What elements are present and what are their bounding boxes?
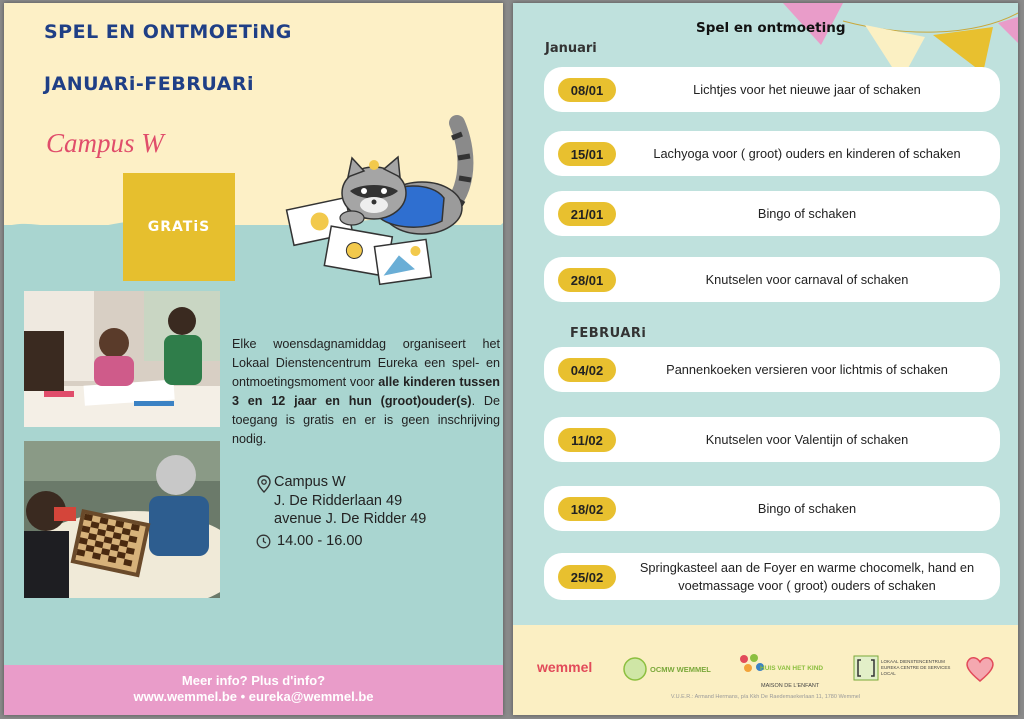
right-page xyxy=(513,3,1018,715)
month-january: Januari xyxy=(545,41,597,56)
description-part1: Elke woensdagnamiddag organiseert het Lokaal Dienstencentrum Eureka een spel- en ontmoetingsmoment voor xyxy=(232,337,500,389)
event-label: Lichtjes voor het nieuwe jaar of schaken xyxy=(693,81,921,97)
event-row xyxy=(544,191,1000,236)
month-february: FEBRUARi xyxy=(570,326,647,341)
event-label: Knutselen voor Valentijn of schaken xyxy=(705,431,909,447)
event-date: 25/02 xyxy=(558,565,616,589)
event-date: 28/01 xyxy=(558,268,616,292)
footer-line2[interactable]: www.wemmel.be • eureka@wemmel.be xyxy=(133,689,374,704)
huis-logo-line1: HUIS VAN HET KIND xyxy=(760,665,824,672)
event-label: Lachyoga voor ( groot) ouders en kinderen of schaken xyxy=(653,145,961,161)
event-label: Pannenkoeken versieren voor lichtmis of schaken xyxy=(666,361,948,377)
title-line1: SPEL EN ONTMOETiNG xyxy=(44,21,292,43)
photo-children-drawing xyxy=(24,291,220,427)
event-row xyxy=(544,257,1000,302)
left-page xyxy=(4,3,503,715)
event-date: 15/01 xyxy=(558,142,616,166)
time-text: 14.00 - 16.00 xyxy=(277,533,363,549)
description-part2: . De toegang is gratis en er is geen inschrijving nodig. xyxy=(232,394,500,446)
event-row xyxy=(544,553,1000,600)
event-date: 18/02 xyxy=(558,497,616,521)
location-line2: J. De Ridderlaan 49 xyxy=(274,493,403,509)
event-date: 04/02 xyxy=(558,358,616,382)
campus-heading: Campus W xyxy=(46,128,164,158)
ldc-eureka-icon xyxy=(853,655,879,681)
logos-footer xyxy=(513,625,1018,715)
wemmel-logo: wemmel xyxy=(537,659,593,675)
raccoon-illustration xyxy=(282,103,482,293)
event-date: 08/01 xyxy=(558,78,616,102)
photo-chess-game xyxy=(24,441,220,598)
event-date: 21/01 xyxy=(558,202,616,226)
ocmw-logo-text: OCMW WEMMEL xyxy=(650,665,711,674)
gratis-badge xyxy=(123,173,235,281)
schedule-title: Spel en ontmoeting xyxy=(696,20,846,36)
title-line2: JANUARi-FEBRUARi xyxy=(44,73,255,95)
location-line1: Campus W xyxy=(274,474,346,490)
clock-icon xyxy=(256,534,271,549)
event-row xyxy=(544,486,1000,531)
publisher-credit: V.U.E.R.: Armand Hermans, p/a Kkh De Raedemaekerlaan 11, 1780 Wemmel xyxy=(670,694,861,700)
ldc-eureka-text: LOKAAL DIENSTENCENTRUM EUREKA CENTRE DE SERVICES LOCAL xyxy=(881,659,951,676)
footer-line1: Meer info? Plus d'info? xyxy=(181,673,326,688)
event-row xyxy=(544,417,1000,462)
event-row xyxy=(544,347,1000,392)
event-label: Bingo of schaken xyxy=(757,205,857,221)
location-pin-icon xyxy=(256,475,272,493)
event-label: Knutselen voor carnaval of schaken xyxy=(705,271,909,287)
event-label: Springkasteel aan de Foyer en warme chocomelk, hand en voetmassage voor ( groot) ouders of schaken xyxy=(639,559,975,593)
heart-logo-icon xyxy=(965,655,995,683)
footer-contact xyxy=(4,665,503,715)
gratis-label: GRATiS xyxy=(147,219,211,235)
event-date: 11/02 xyxy=(558,428,616,452)
event-row xyxy=(544,131,1000,176)
event-row xyxy=(544,67,1000,112)
event-label: Bingo of schaken xyxy=(757,500,857,516)
description-text xyxy=(232,335,500,449)
description-bold: alle kinderen tussen 3 en 12 jaar en hun (groot)ouder(s) xyxy=(232,375,500,408)
location-line3: avenue J. De Ridder 49 xyxy=(274,511,427,527)
huis-logo-line2: MAISON DE L'ENFANT xyxy=(761,683,820,689)
ocmw-logo-icon xyxy=(623,657,647,681)
